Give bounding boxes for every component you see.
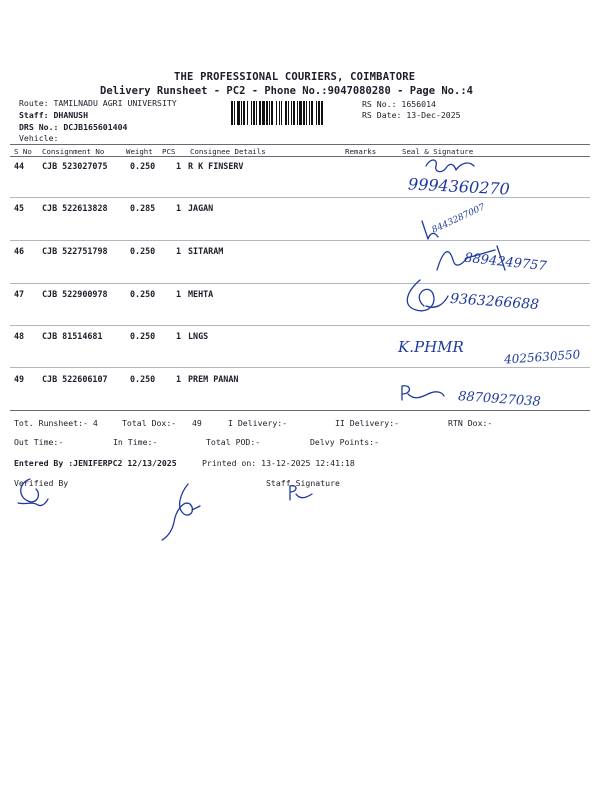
rtn-dox: RTN Dox:- [448,418,493,428]
runsheet-title: Delivery Runsheet - PC2 - Phone No.:9047080280 - Page No.:4 [100,85,473,97]
row-divider [10,283,590,284]
i-delivery: I Delivery:- [228,418,288,428]
row-consignment: CJB 522606107 [42,374,108,384]
verifier-signature [12,475,52,509]
row-sno: 49 [14,374,25,384]
entered-by: Entered By :JENIFERPC2 12/13/2025 [14,458,177,468]
col-weight: Weight [126,147,153,156]
row-sno: 48 [14,331,25,341]
tot-runsheet: Tot. Runsheet:- 4 [14,418,98,428]
staff-signature [284,482,316,504]
signature-row-47 [396,276,452,320]
row-consignee: MEHTA [188,289,214,299]
handwritten-phone: 9994360270 [407,174,511,199]
barcode [230,101,357,125]
row-pcs: 1 [176,246,182,256]
header-top-rule [10,144,590,145]
company-name: THE PROFESSIONAL COURIERS, COIMBATORE [174,71,416,83]
row-consignee: SITARAM [188,246,224,256]
row-consignee: PREM PANAN [188,374,239,384]
vehicle-label: Vehicle: [19,133,59,143]
drs-label: DRS No.: DCJB165601404 [19,122,128,132]
barcode-graphic [230,101,357,125]
col-consignee: Consignee Details [190,147,266,156]
handwritten-phone: 4025630550 [503,347,581,367]
row-divider [10,325,590,326]
header-bottom-rule [10,156,590,157]
handwritten-phone: 8894249757 [463,250,548,275]
row-pcs: 1 [176,203,182,213]
row-weight: 0.250 [130,161,156,171]
row-pcs: 1 [176,289,182,299]
signature-row-44 [420,154,480,178]
row-consignment: CJB 522613828 [42,203,108,213]
row-pcs: 1 [176,374,182,384]
handwritten-name: K.PHMR [398,338,464,356]
row-consignee: LNGS [188,331,209,341]
staff-label: Staff: DHANUSH [19,110,89,120]
printed-on: Printed on: 13-12-2025 12:41:18 [202,458,355,468]
row-weight: 0.250 [130,374,156,384]
verified-by-label: Verified By [14,478,69,488]
delvy-points: Delvy Points:- [310,437,380,447]
col-seal-signature: Seal & Signature [402,147,474,156]
ii-delivery: II Delivery:- [335,418,400,428]
out-time: Out Time:- [14,437,64,447]
row-consignment: CJB 522751798 [42,246,108,256]
row-sno: 46 [14,246,25,256]
row-weight: 0.250 [130,246,156,256]
center-signature [158,480,208,544]
row-weight: 0.250 [130,289,156,299]
row-pcs: 1 [176,331,182,341]
row-sno: 47 [14,289,25,299]
handwritten-phone: 8870927038 [457,389,542,410]
handwritten-phone: 8443287007 [430,202,487,236]
row-consignee: JAGAN [188,203,214,213]
total-dox-value: 49 [192,418,202,428]
route-label: Route: TAMILNADU AGRI UNIVERSITY [19,98,177,108]
signature-row-49 [398,382,448,404]
row-weight: 0.285 [130,203,156,213]
col-pcs: PCS [162,147,176,156]
handwritten-phone: 9363266688 [449,290,540,314]
rs-date: RS Date: 13-Dec-2025 [362,110,461,120]
row-consignee: R K FINSERV [188,161,244,171]
row-sno: 45 [14,203,25,213]
staff-signature-label: Staff Signature [266,478,340,488]
total-pod: Total POD:- [206,437,261,447]
col-sno: S No [14,147,32,156]
rs-number: RS No.: 1656014 [362,99,436,109]
total-dox-label: Total Dox:- [122,418,177,428]
row-pcs: 1 [176,161,182,171]
row-sno: 44 [14,161,25,171]
col-remarks: Remarks [345,147,377,156]
table-bottom-rule [10,410,590,411]
in-time: In Time:- [113,437,158,447]
row-weight: 0.250 [130,331,156,341]
row-divider [10,367,590,368]
row-consignment: CJB 81514681 [42,331,103,341]
col-consignment: Consignment No [42,147,105,156]
row-consignment: CJB 522900978 [42,289,108,299]
row-consignment: CJB 523027075 [42,161,108,171]
